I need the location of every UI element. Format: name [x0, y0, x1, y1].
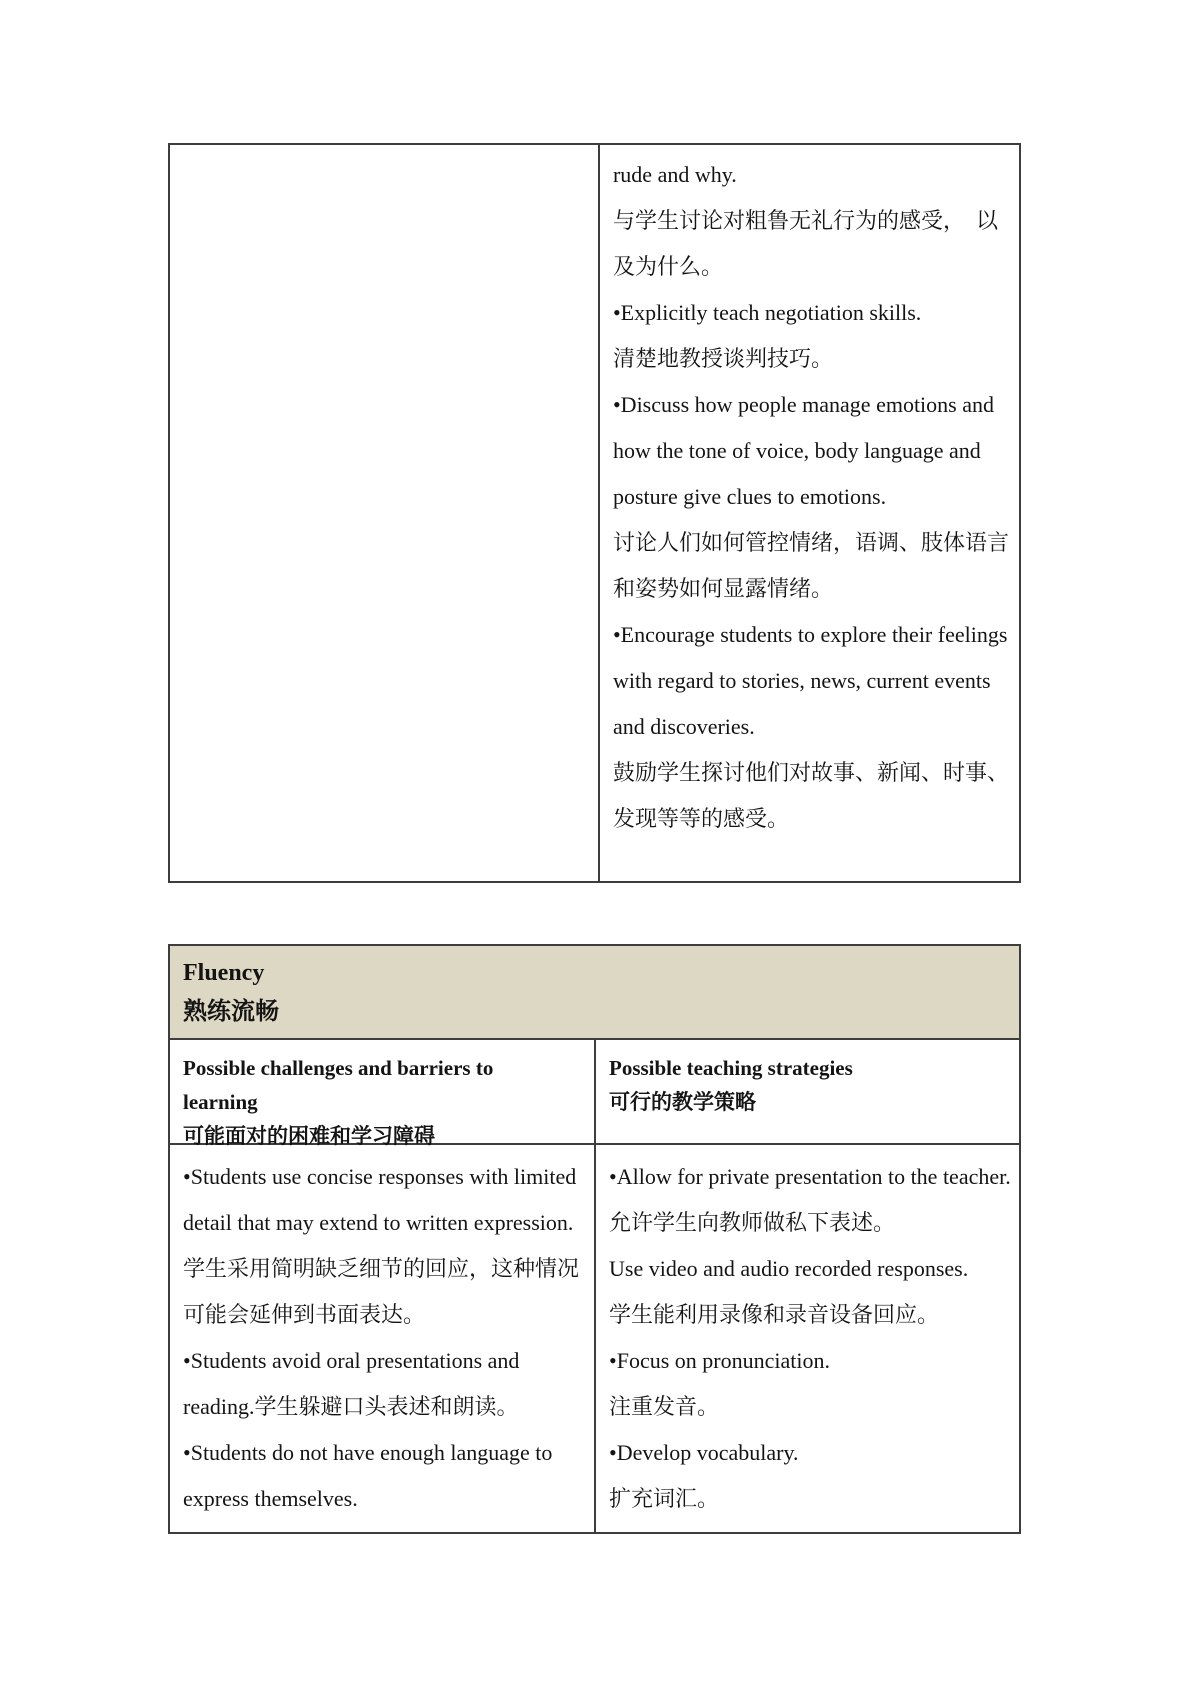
text-line: •Develop vocabulary. [609, 1440, 799, 1465]
fluency-column-header-row [170, 1040, 1019, 1148]
text-line: 与学生讨论对粗鲁无礼行为的感受， 以 [612, 208, 998, 233]
text-line: posture give clues to emotions. [612, 484, 887, 509]
text-line: •Students avoid oral presentations and [183, 1348, 520, 1373]
text-line: 清楚地教授谈判技巧。 [612, 346, 833, 371]
text-line: express themselves. [183, 1486, 358, 1511]
text-line: and discoveries. [612, 714, 755, 739]
text-line: 及为什么。 [612, 254, 723, 279]
text-line: 学生采用简明缺乏细节的回应，这种情况 [183, 1256, 580, 1281]
strategies-cell [596, 1145, 1019, 1532]
challenges-cell [170, 1145, 596, 1532]
fluency-title-en: Fluency [183, 960, 265, 986]
text-line: 允许学生向教师做私下表述。 [609, 1210, 896, 1235]
text-line: with regard to stories, news, current events [612, 668, 991, 693]
text-line: 可能会延伸到书面表达。 [183, 1302, 426, 1327]
fluency-table [168, 944, 1021, 1534]
text-line: •Allow for private presentation to the teacher. [609, 1164, 1011, 1189]
header-line: 可能面对的困难和学习障碍 [183, 1124, 435, 1148]
text-line: •Encourage students to explore their feelings [612, 622, 1008, 647]
challenges-column-header [170, 1040, 596, 1148]
text-line: 注重发音。 [609, 1394, 720, 1419]
fluency-title-zh: 熟练流畅 [183, 999, 279, 1025]
text-line: detail that may extend to written expression. [183, 1210, 574, 1235]
strategies-table-right-cell [600, 145, 1019, 881]
text-line: 扩充词汇。 [609, 1486, 720, 1511]
text-line: •Students do not have enough language to [183, 1440, 553, 1465]
text-line: •Focus on pronunciation. [609, 1348, 830, 1373]
text-line: reading.学生躲避口头表述和朗读。 [183, 1394, 519, 1419]
strategies-continuation-table [168, 143, 1021, 883]
text-line: 发现等等的感受。 [612, 806, 789, 831]
text-line: 学生能利用录像和录音设备回应。 [609, 1302, 940, 1327]
header-line: 可行的教学策略 [609, 1090, 756, 1114]
header-line: learning [183, 1090, 258, 1114]
text-line: •Explicitly teach negotiation skills. [612, 300, 922, 325]
text-line: 鼓励学生探讨他们对故事、新闻、时事、 [612, 760, 1009, 785]
text-line: •Discuss how people manage emotions and [612, 392, 994, 417]
text-line: rude and why. [612, 162, 737, 187]
text-line: how the tone of voice, body language and [612, 438, 981, 463]
text-line: 和姿势如何显露情绪。 [612, 576, 833, 601]
text-line: Use video and audio recorded responses. [609, 1256, 969, 1281]
fluency-content-row [170, 1145, 1019, 1532]
header-line: Possible challenges and barriers to [183, 1056, 494, 1080]
text-line: •Students use concise responses with limited [183, 1164, 577, 1189]
fluency-section-header [170, 946, 1019, 1040]
header-line: Possible teaching strategies [609, 1056, 853, 1080]
text-line: 讨论人们如何管控情绪，语调、肢体语言 [612, 530, 1009, 555]
strategies-column-header [596, 1040, 1019, 1143]
strategies-table-empty-left-cell [170, 145, 600, 881]
